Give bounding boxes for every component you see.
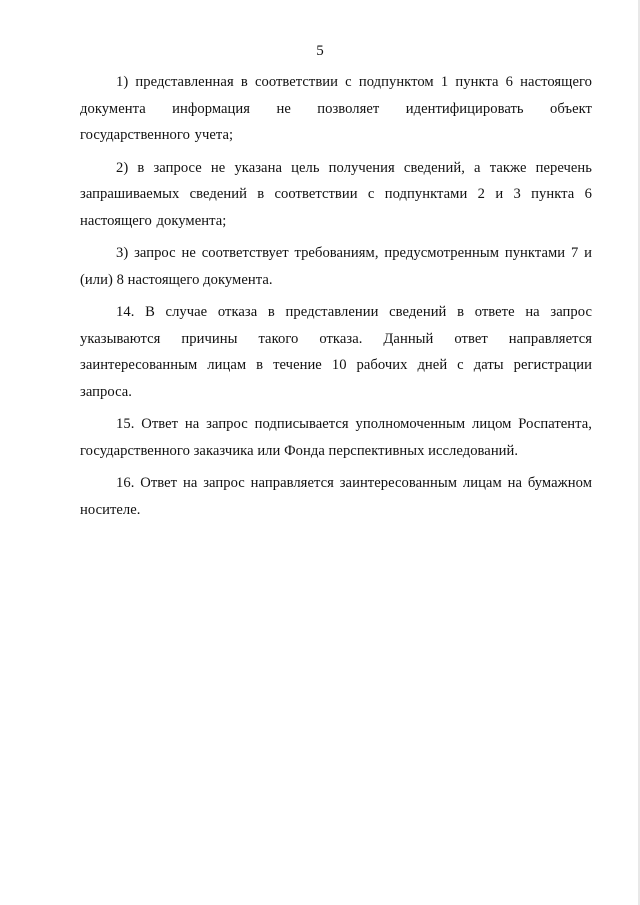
page-number: 5 xyxy=(316,43,324,59)
list-item-2: 2) в запросе не указана цель получения сведений, а также перечень запрашиваемых сведений в соответствии с подпунктами 2 и 3 пункта 6 настоящего документа; xyxy=(80,159,592,229)
list-item-3: 3) запрос не соответствует требованиям, предусмотренным пунктами 7 и (или) 8 настоящего документа. xyxy=(80,245,592,288)
list-item-1: 1) представленная в соответствии с подпунктом 1 пункта 6 настоящего документа информация не позволяет идентифицировать объект государственного учета; xyxy=(80,74,592,143)
clause-15: 15. Ответ на запрос подписывается уполномоченным лицом Роспатента, государственного заказчика или Фонда перспективных исследований. xyxy=(80,416,592,459)
clause-16: 16. Ответ на запрос направляется заинтересованным лицам на бумажном носителе. xyxy=(80,475,592,518)
clause-14: 14. В случае отказа в представлении сведений в ответе на запрос указываются причины такого отказа. Данный ответ направляется заинтересованным лицам в течение 10 рабочих дней с даты регистрации запроса. xyxy=(80,304,592,400)
document-body xyxy=(80,69,592,529)
